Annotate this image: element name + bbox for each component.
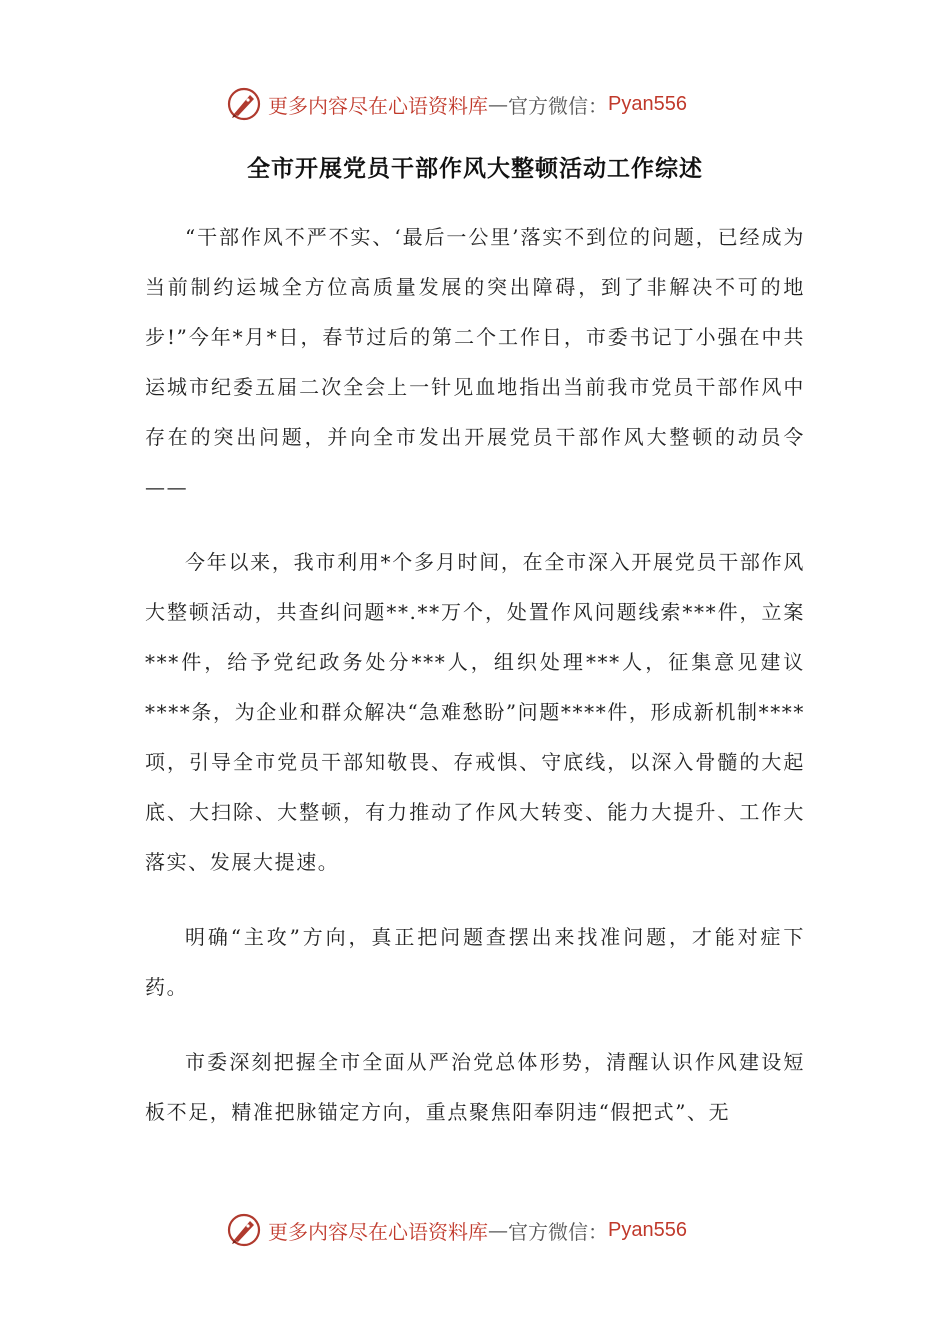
watermark-wechat-label: 官方微信： bbox=[508, 93, 608, 118]
document-title: 全市开展党员干部作风大整顿活动工作综述 bbox=[247, 156, 703, 182]
watermark-site-text: 更多内容尽在心语资料库 bbox=[268, 93, 488, 118]
paragraph-3: 明确“主攻”方向，真正把问题查摆出来找准问题，才能对症下药。 bbox=[145, 925, 805, 999]
watermark-dash: — bbox=[488, 1218, 508, 1242]
document-body bbox=[145, 212, 805, 1162]
pen-nib-logo-icon bbox=[226, 86, 262, 122]
paragraph-4: 市委深刻把握全市全面从严治党总体形势，清醒认识作风建设短板不足，精准把脉锚定方向，重点聚焦阳奉阴违“假把式”、无 bbox=[145, 1050, 805, 1124]
paragraph-1: “干部作风不严不实、‘最后一公里’落实不到位的问题，已经成为当前制约运城全方位高质量发展的突出障碍，到了非解决不可的地步!”今年*月*日，春节过后的第二个工作日，市委书记丁小强在中共运城市纪委五届二次全会上一针见血地指出当前我市党员干部作风中存在的突出问题，并向全市发出开展党员干部作风大整顿的动员令—— bbox=[145, 225, 805, 499]
pen-nib-logo-icon bbox=[226, 1212, 262, 1248]
paragraph-2: 今年以来，我市利用*个多月时间，在全市深入开展党员干部作风大整顿活动，共查纠问题**.**万个，处置作风问题线索***件，立案***件，给予党纪政务处分***人，组织处理***人，征集意见建议****条，为企业和群众解决“急难愁盼”问题****件，形成新机制****项，引导全市党员干部知敬畏、存戒惧、守底线，以深入骨髓的大起底、大扫除、大整顿，有力推动了作风大转变、能力大提升、工作大落实、发展大提速。 bbox=[145, 550, 805, 874]
footer-watermark bbox=[226, 1210, 687, 1250]
header-watermark bbox=[226, 84, 687, 124]
watermark-wechat-label: 官方微信： bbox=[508, 1219, 608, 1244]
watermark-wechat-id: Pyan556 bbox=[608, 92, 687, 115]
watermark-dash: — bbox=[488, 92, 508, 116]
watermark-site-text: 更多内容尽在心语资料库 bbox=[268, 1219, 488, 1244]
watermark-wechat-id: Pyan556 bbox=[608, 1218, 687, 1241]
